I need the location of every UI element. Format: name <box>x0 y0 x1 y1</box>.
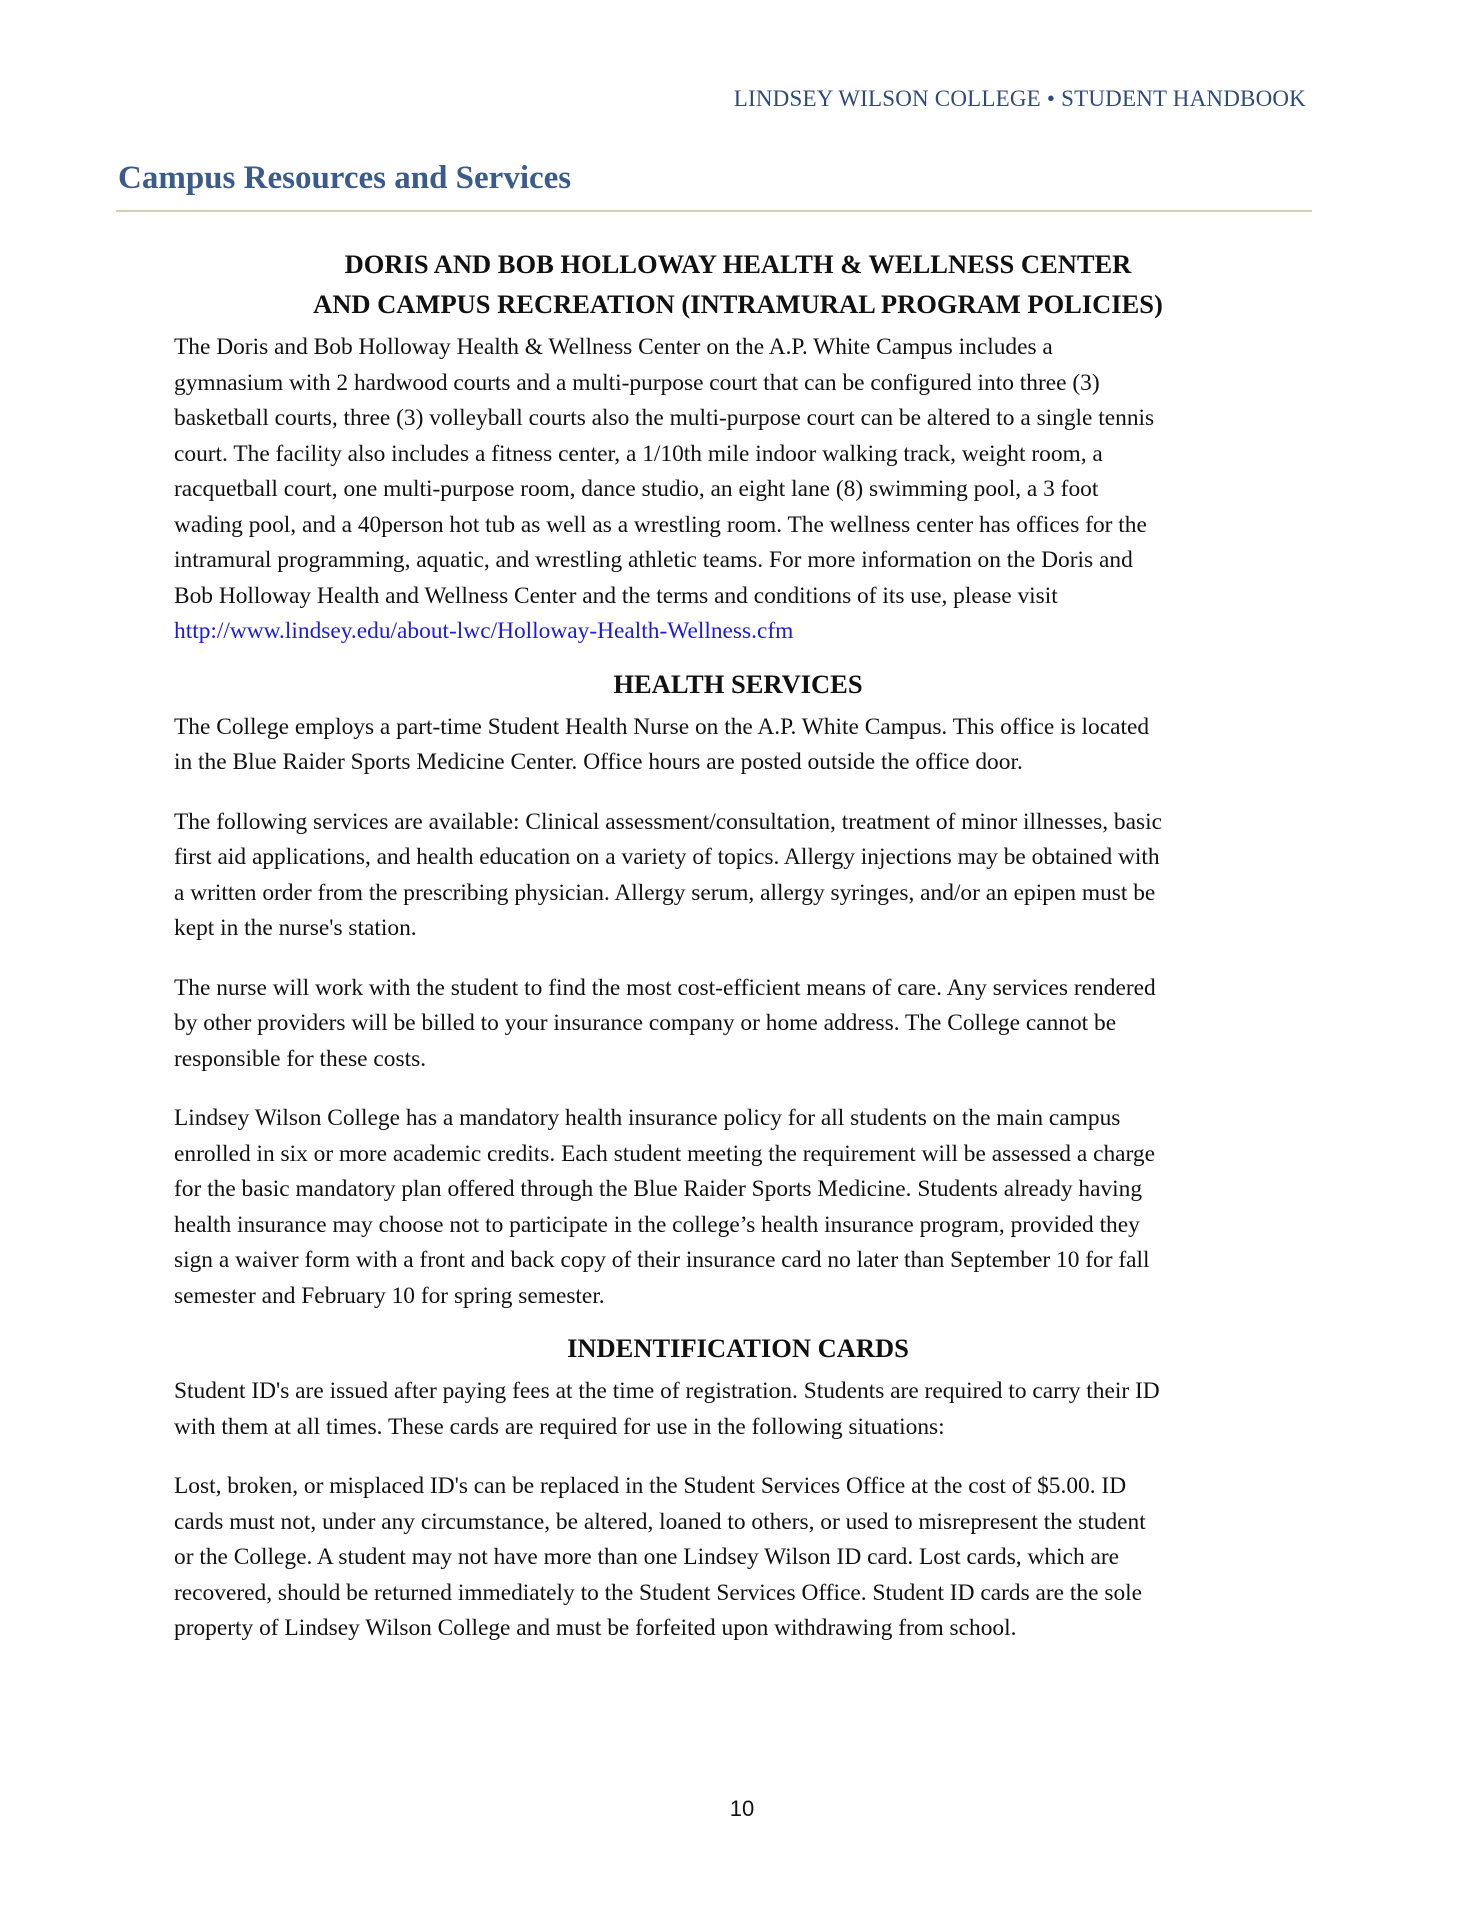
text-line: health insurance may choose not to participate in the college’s health insurance program, provided they <box>174 1211 1140 1238</box>
section-title: Campus Resources and Services <box>118 160 572 196</box>
text-line: basketball courts, three (3) volleyball courts also the multi-purpose court can be altered to a single tennis <box>174 405 1155 431</box>
text-line: cards must not, under any circumstance, be altered, loaned to others, or used to misrepresent the student <box>174 1508 1146 1535</box>
health-services-heading: HEALTH SERVICES <box>613 668 863 699</box>
text-line: Lindsey Wilson College has a mandatory health insurance policy for all students on the main campus <box>174 1105 1121 1131</box>
text-line: The College employs a part-time Student Health Nurse on the A.P. White Campus. This office is located <box>174 713 1150 740</box>
wellness-paragraph <box>174 330 1302 650</box>
text-line: for the basic mandatory plan offered through the Blue Raider Sports Medicine. Students already having <box>174 1176 1143 1202</box>
id-cards-heading: INDENTIFICATION CARDS <box>567 1333 909 1363</box>
section-divider <box>116 210 1312 212</box>
health-paragraph-costs <box>174 971 1302 1078</box>
text-line: court. The facility also includes a fitness center, a 1/10th mile indoor walking track, weight room, a <box>174 440 1103 467</box>
text-line: by other providers will be billed to your insurance company or home address. The College cannot be <box>174 1010 1117 1036</box>
running-header: LINDSEY WILSON COLLEGE • STUDENT HANDBOOK <box>733 86 1306 111</box>
text-line: gymnasium with 2 hardwood courts and a multi-purpose court that can be configured into three (3) <box>174 369 1100 396</box>
text-line: Bob Holloway Health and Wellness Center and the terms and conditions of its use, please visit <box>174 582 1058 609</box>
text-line: Lost, broken, or misplaced ID's can be replaced in the Student Services Office at the cost of $5.00. ID <box>174 1473 1127 1499</box>
text-line: kept in the nurse's station. <box>174 915 417 941</box>
text-line: Student ID's are issued after paying fees at the time of registration. Students are required to carry their ID <box>174 1378 1160 1404</box>
health-paragraph-nurse <box>174 710 1302 781</box>
id-paragraph-replacement <box>174 1469 1302 1647</box>
page-content <box>174 244 1302 1647</box>
text-line: a written order from the prescribing physician. Allergy serum, allergy syringes, and/or an epipen must be <box>174 879 1156 906</box>
text-line: first aid applications, and health education on a variety of topics. Allergy injections may be obtained with <box>174 844 1160 870</box>
text-line: property of Lindsey Wilson College and must be forfeited upon withdrawing from school. <box>174 1615 1017 1641</box>
text-line: in the Blue Raider Sports Medicine Center. Office hours are posted outside the office door. <box>174 749 1023 775</box>
text-line: racquetball court, one multi-purpose room, dance studio, an eight lane (8) swimming pool, a 3 foot <box>174 476 1099 502</box>
text-line: The following services are available: Clinical assessment/consultation, treatment of minor illnesses, basic <box>174 808 1162 835</box>
text-line: responsible for these costs. <box>174 1045 427 1072</box>
wellness-center-link[interactable]: http://www.lindsey.edu/about-lwc/Holloway-Health-Wellness.cfm <box>174 618 794 644</box>
text-line: enrolled in six or more academic credits. Each student meeting the requirement will be assessed a charge <box>174 1140 1155 1167</box>
health-paragraph-services <box>174 805 1302 947</box>
page-number: 10 <box>729 1796 755 1821</box>
id-paragraph-issuance <box>174 1374 1302 1445</box>
wellness-heading-line-1: DORIS AND BOB HOLLOWAY HEALTH & WELLNESS CENTER <box>344 249 1132 279</box>
text-line: with them at all times. These cards are required for use in the following situations: <box>174 1413 945 1440</box>
text-line: The Doris and Bob Holloway Health & Wellness Center on the A.P. White Campus includes a <box>174 334 1053 360</box>
health-paragraph-insurance <box>174 1101 1302 1314</box>
text-line: recovered, should be returned immediately to the Student Services Office. Student ID cards are the sole <box>174 1579 1143 1606</box>
text-line: The nurse will work with the student to find the most cost-efficient means of care. Any services rendered <box>174 974 1156 1001</box>
text-line: or the College. A student may not have more than one Lindsey Wilson ID card. Lost cards, which are <box>174 1544 1120 1570</box>
text-line: intramural programming, aquatic, and wrestling athletic teams. For more information on the Doris and <box>174 547 1133 573</box>
wellness-heading <box>174 244 1302 324</box>
text-line: wading pool, and a 40person hot tub as well as a wrestling room. The wellness center has offices for the <box>174 511 1147 538</box>
text-line: semester and February 10 for spring semester. <box>174 1282 605 1309</box>
wellness-heading-line-2: AND CAMPUS RECREATION (INTRAMURAL PROGRAM POLICIES) <box>313 289 1163 319</box>
text-line: sign a waiver form with a front and back copy of their insurance card no later than September 10 for fall <box>174 1247 1150 1273</box>
